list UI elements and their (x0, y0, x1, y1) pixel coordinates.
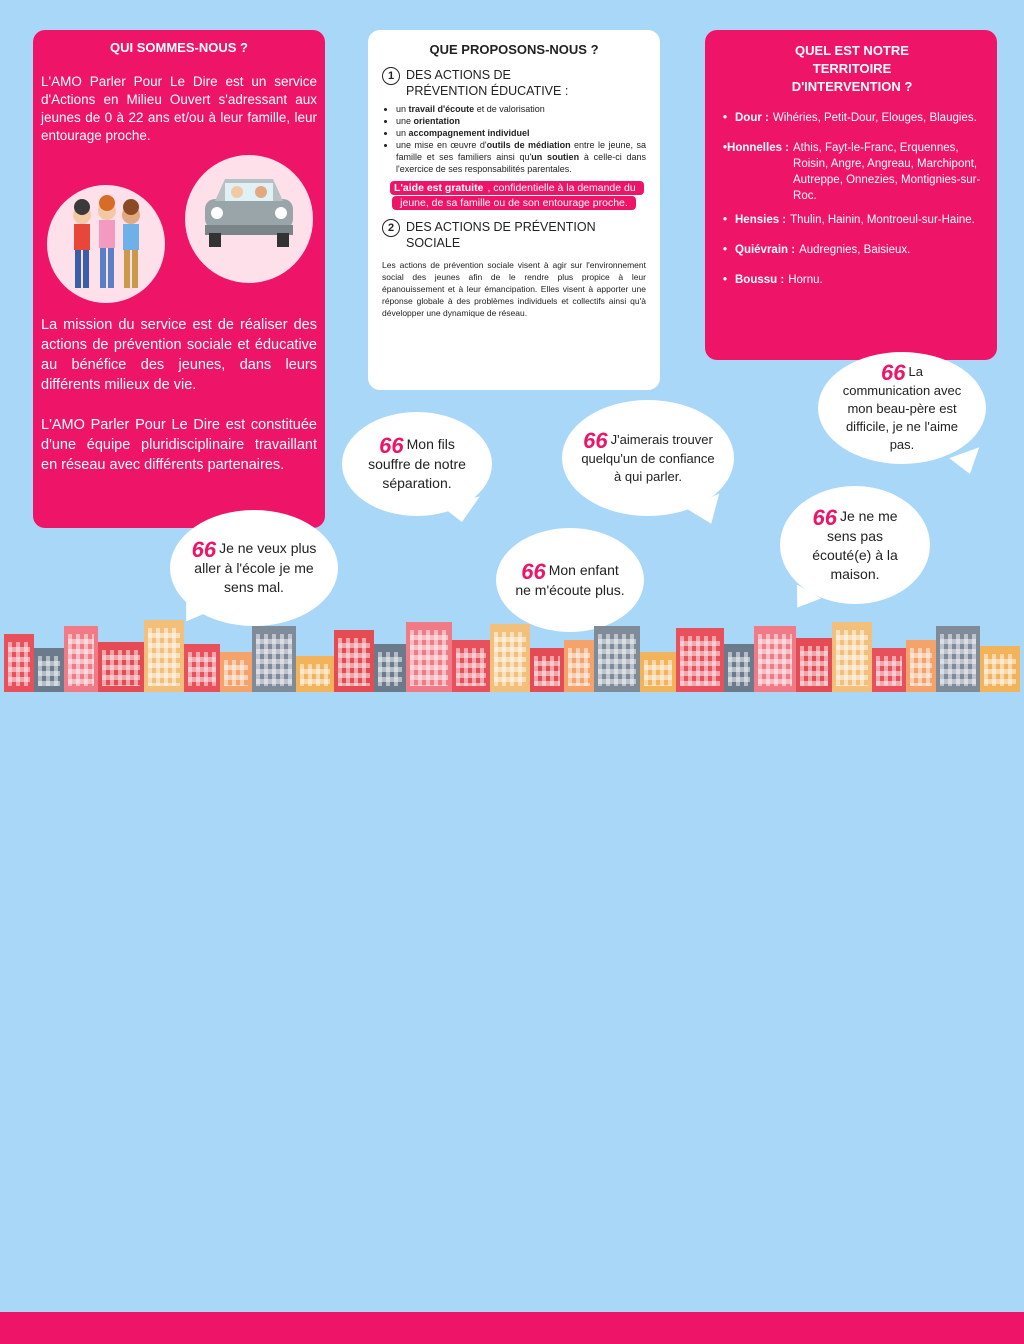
territory-item: • Dour : Wihéries, Petit-Dour, Elouges, Blaugies. (723, 112, 977, 124)
number-one-icon: 1 (382, 67, 400, 85)
speech-bubble-son: 66 Mon fils souffre de notre séparation. (342, 412, 492, 516)
territory-item: • Quiévrain : Audregnies, Baisieux. (723, 244, 911, 256)
who-intro: L'AMO Parler Pour Le Dire est un service d'Actions en Milieu Ouvert s'adressant aux jeunes de 0 à 22 ans et/ou à leur famille, leur entourage proche. (41, 74, 317, 143)
number-two-icon: 2 (382, 219, 400, 237)
actions-list (382, 103, 646, 175)
speech-bubble-school: 66 Je ne veux plus aller à l'école je me sens mal. (170, 510, 338, 626)
youth-illustration (47, 185, 165, 303)
cityscape-illustration (0, 620, 1024, 724)
list-item: • un travail d'écoute et de valorisation (396, 103, 646, 115)
car-illustration (185, 155, 313, 283)
who-team: L'AMO Parler Pour Le Dire est constituée d'une équipe pluridisciplinaire travaillant en réseau avec différents partenaires. (41, 417, 317, 473)
free-help-highlight: L'aide est gratuite , confidentielle à la demande du jeune, de sa famille ou de son entourage proche. (390, 181, 638, 211)
list-item: • une mise en œuvre d'outils de médiation entre le jeune, sa famille et ses familiers ainsi qu'un soutien à celle-ci dans l'exercice de ses responsabilités parentales. (396, 139, 646, 175)
speech-bubble-child: 66 Mon enfant ne m'écoute plus. (496, 528, 644, 632)
offer-title: QUE PROPOSONS-NOUS ? (429, 42, 599, 57)
section-educative-title: DES ACTIONS DE PRÉVENTION ÉDUCATIVE : (406, 68, 569, 98)
social-text: Les actions de prévention sociale visent à agir sur l'environnement social des jeunes afin de le rendre plus propice à leur épanouissement et à leur émancipation. Elles visent à apporter une réponse globale à des problèmes individuels et collectifs ainsi qu'à développer une dynamique de réseau. (382, 260, 646, 318)
speech-bubble-home: 66 Je ne me sens pas écouté(e) à la maison. (780, 486, 930, 604)
territory-panel (705, 30, 997, 360)
territory-item: • Honnelles : Athis, Fayt-le-Franc, Erquennes, Roisin, Angre, Angreau, Marchipont, Autreppe, Onnezies, Montignies-sur-Roc. (723, 142, 981, 202)
offer-panel (368, 30, 660, 390)
list-item: • une orientation (396, 115, 646, 127)
section-educative (382, 67, 646, 99)
speech-bubble-trust: 66 J'aimerais trouver quelqu'un de confiance à qui parler. (562, 400, 734, 516)
section-social-title: DES ACTIONS DE PRÉVENTION SOCIALE (406, 220, 596, 250)
territory-item: • Boussu : Hornu. (723, 274, 823, 286)
speech-bubble-stepfather: 66 La communication avec mon beau-père est difficile, je ne l'aime pas. (818, 352, 986, 464)
who-are-we-panel (33, 30, 325, 528)
list-item: • un accompagnement individuel (396, 127, 646, 139)
pink-ground (0, 1312, 1024, 1344)
territory-title: QUEL EST NOTRE TERRITOIRE D'INTERVENTION ? (791, 43, 913, 94)
who-title: QUI SOMMES-NOUS ? (110, 40, 248, 55)
section-social (382, 219, 646, 251)
illustrations (41, 155, 317, 315)
who-mission: La mission du service est de réaliser des actions de prévention sociale et éducative au bénéfice des jeunes, dans leurs différents milieux de vie. (41, 317, 317, 393)
quote-icon: 66 (379, 433, 404, 458)
territory-item: • Hensies : Thulin, Hainin, Montroeul-sur-Haine. (723, 214, 975, 226)
